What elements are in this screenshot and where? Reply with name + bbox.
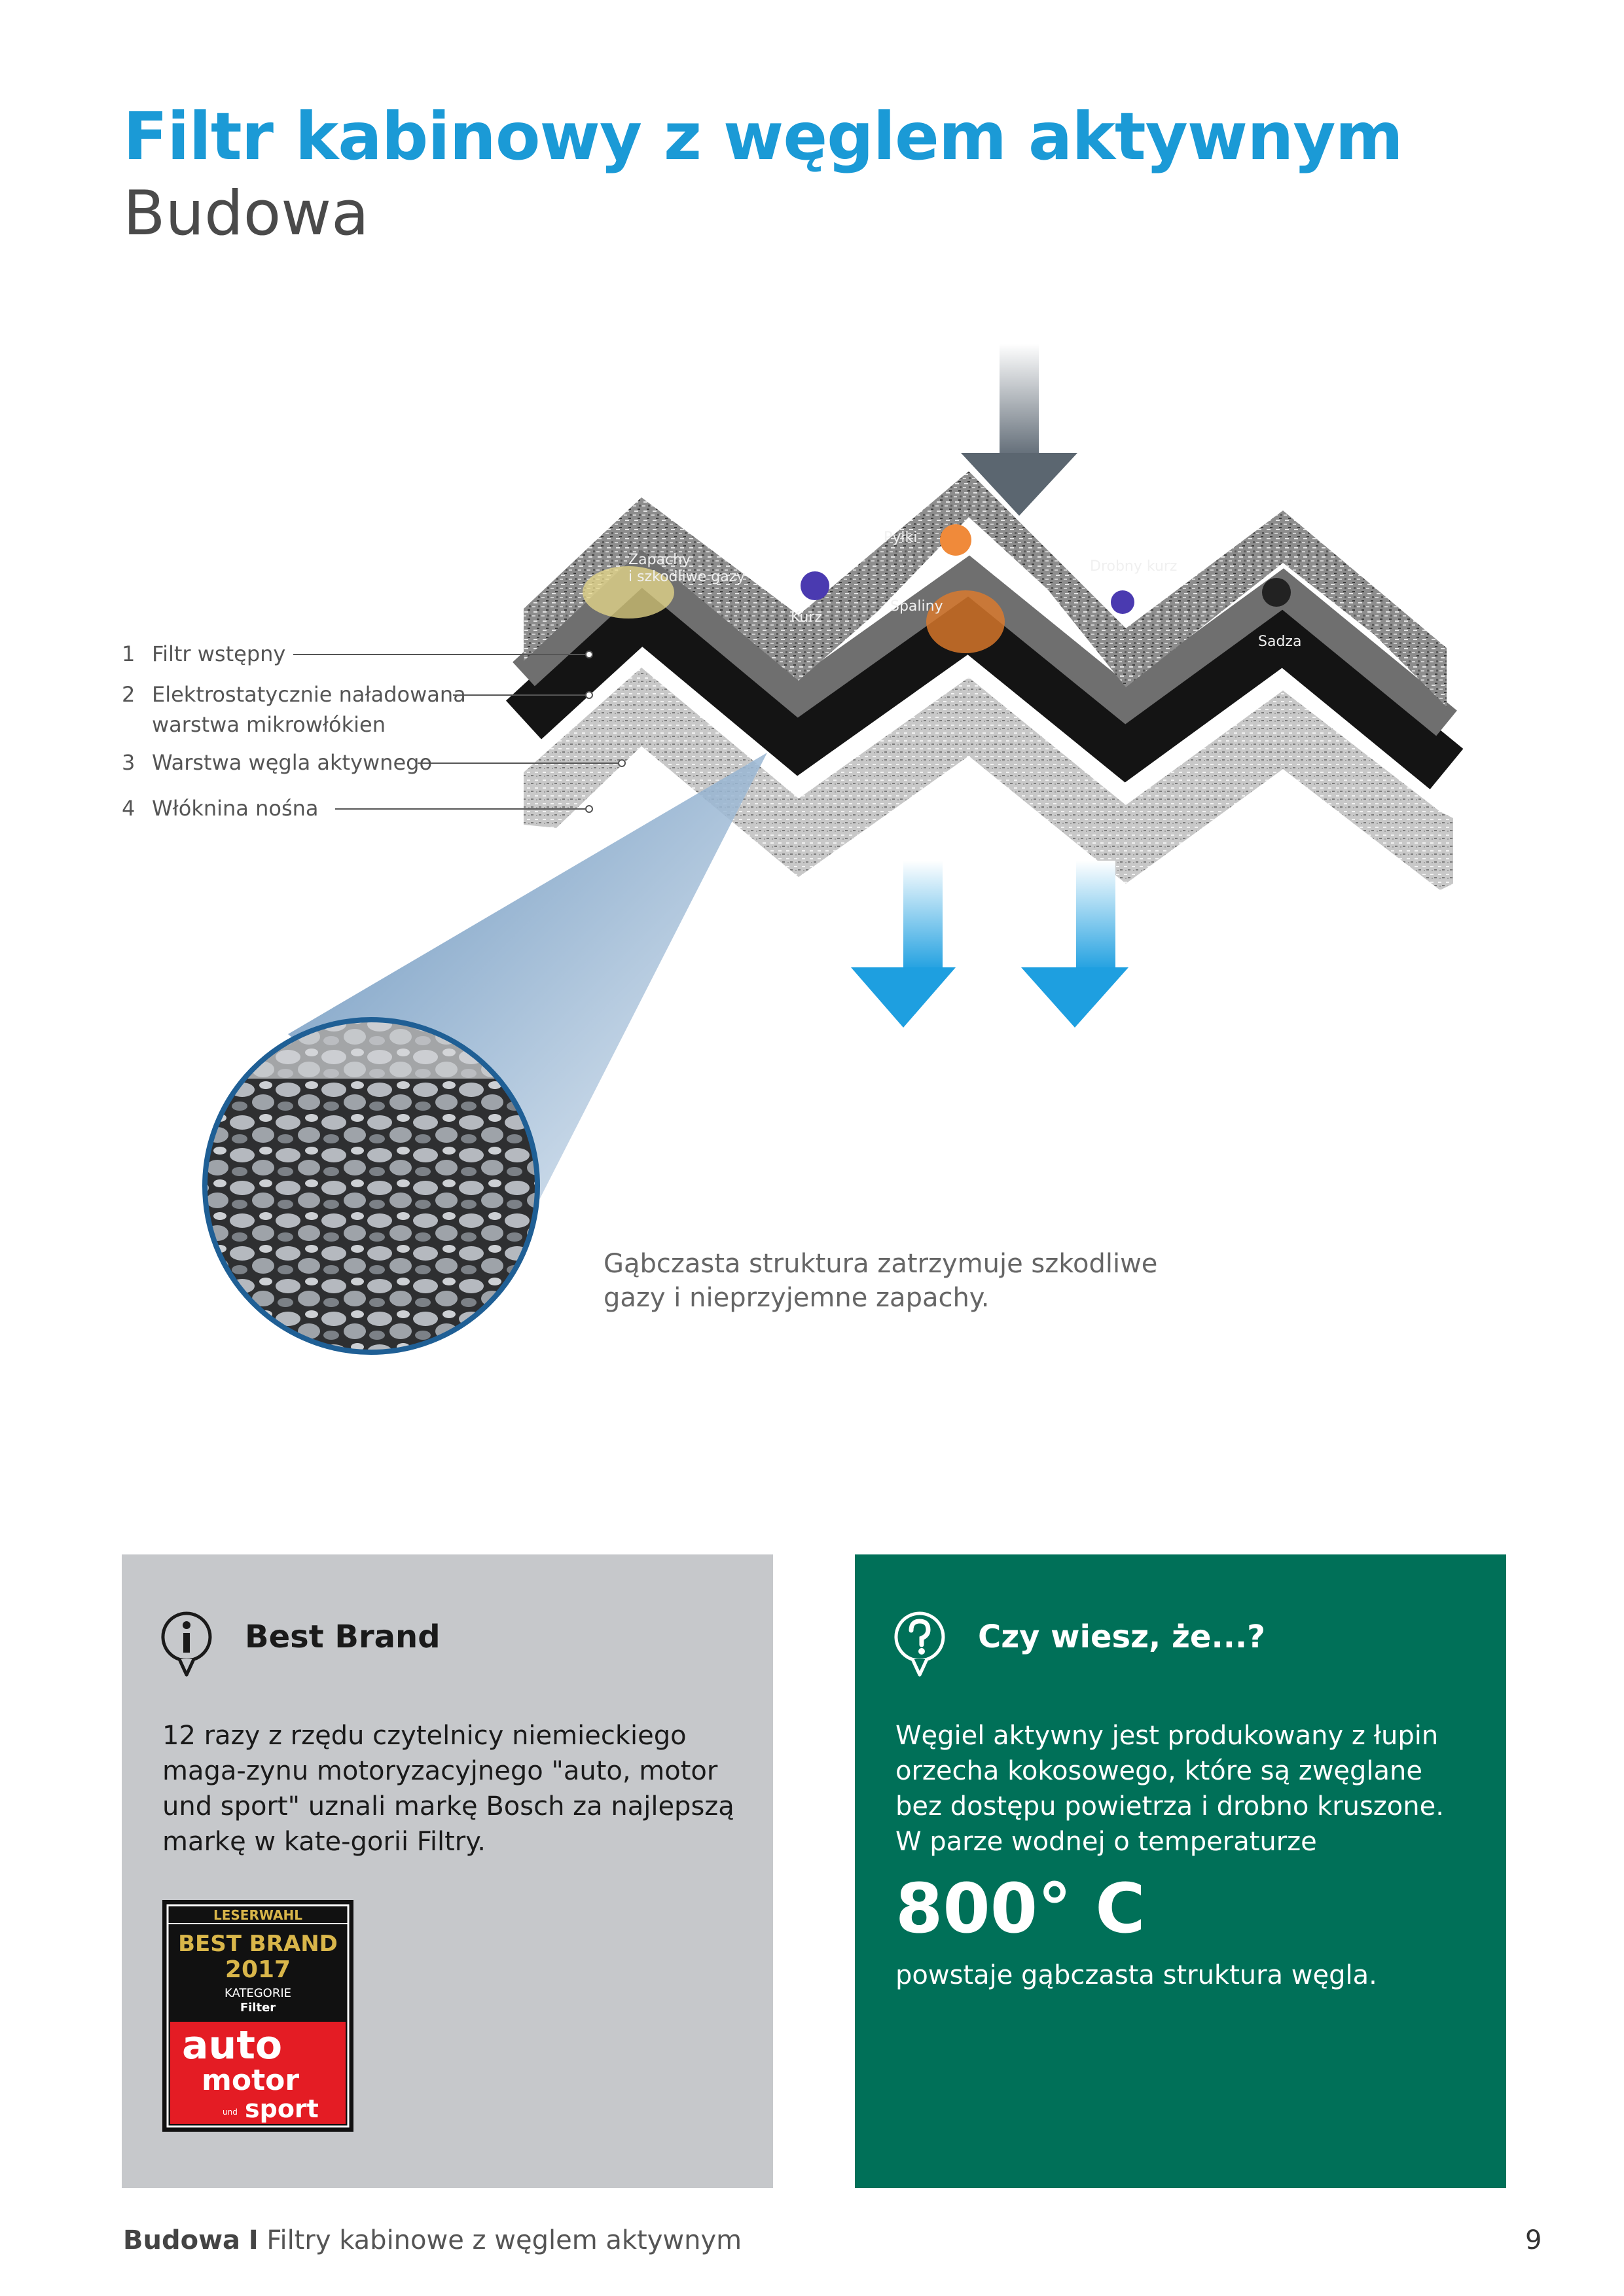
fine-dust-particles [1111,590,1134,614]
badge-line1: BEST BRAND [178,1931,338,1957]
layer-2-label: Elektrostatycznie naładowana [152,682,466,707]
info-icon [160,1611,213,1677]
did-you-know-title: Czy wiesz, że...? [978,1619,1266,1655]
logo-auto: auto [182,2022,283,2068]
label-exhaust: Spaliny [890,598,943,615]
page-title: Filtr kabinowy z węglem aktywnym [123,98,1403,175]
layer-1-number: 1 [122,641,135,666]
label-dust: Kurz [791,609,822,626]
footer-breadcrumb [123,2225,742,2255]
best-brand-title: Best Brand [245,1619,441,1655]
layer-4-number: 4 [122,796,135,821]
page-number: 9 [1525,2225,1542,2255]
label-fine-dust: Drobny kurz [1090,558,1178,575]
best-brand-text: 12 razy z rzędu czytelnicy niemieckiego maga-zynu motoryzacyjnego "auto, motor und sport" uznali markę Bosch za najlepszą markę w kate-gorii Filtry. [162,1721,734,1857]
badge-top: LESERWAHL [213,1907,302,1923]
pollen-particles [940,524,971,556]
did-you-know-text: Węgiel aktywny jest produkowany z łupin orzecha kokosowego, które są zwęglane bez dostępu powietrza i drobno kruszone. W parze wodnej o temperaturze [895,1721,1444,1857]
footer-separator: I [248,2225,259,2255]
layer-1-label: Filtr wstępny [152,641,286,666]
temperature-value: 800° C [895,1869,1146,1948]
logo-motor: motor [202,2064,300,2097]
magnified-carbon-structure [205,1020,537,1352]
best-brand-panel [122,1554,773,2188]
footer-section: Budowa [123,2225,241,2255]
best-brand-2017-badge [162,1900,353,2132]
footer-text: Filtry kabinowe z węglem aktywnym [266,2225,742,2255]
label-pollen: Pyłki [884,529,918,546]
airflow-out-arrow-icon-2 [1021,861,1128,1028]
label-odors-2: i szkodliwe gazy [628,569,746,585]
did-you-know-panel [855,1554,1506,2188]
logo-sport: sport [245,2094,319,2123]
label-odors-1: Zapachy [628,552,691,568]
label-soot: Sadza [1258,634,1302,650]
dust-particles [801,571,829,600]
layer-3-number: 3 [122,750,135,775]
badge-year: 2017 [225,1956,291,1983]
layer-2-label-line2: warstwa mikrowłókien [152,712,386,737]
layer-3-label: Warstwa węgla aktywnego [152,750,433,775]
layer-2-number: 2 [122,682,135,707]
question-icon [893,1611,947,1677]
did-you-know-conclusion: powstaje gąbczasta struktura węgla. [895,1960,1377,1990]
badge-category: Filter [240,2001,276,2015]
layer-4-label: Włóknina nośna [152,796,319,821]
logo-und: und [223,2108,238,2117]
page-subtitle: Budowa [123,178,369,249]
airflow-out-arrow-icon [851,861,956,1028]
badge-kategorie: KATEGORIE [224,1986,292,2000]
soot-particles [1262,578,1291,607]
magnifier-caption: Gąbczasta struktura zatrzymuje szkodliwe gazy i nieprzyjemne zapachy. [604,1249,1158,1313]
